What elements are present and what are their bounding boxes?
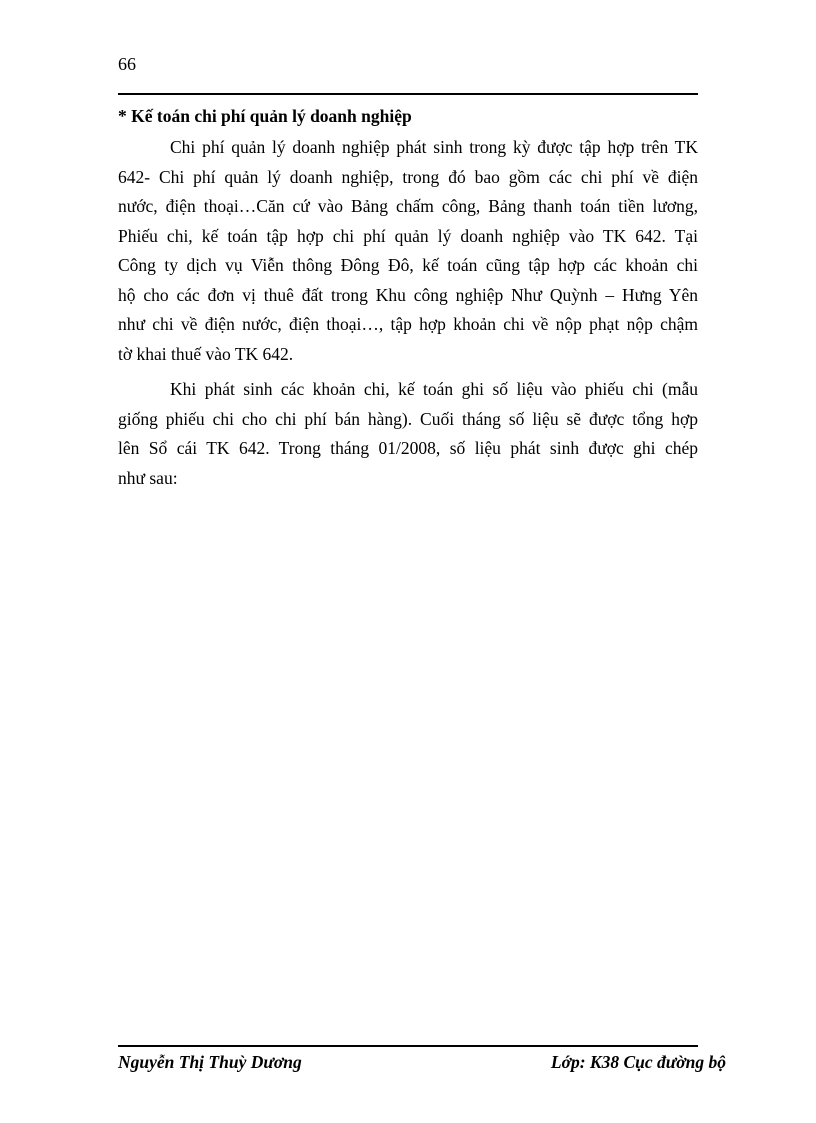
paragraph-line: Chi phí quản lý doanh nghiệp phát sinh trong kỳ được tập hợp trên TK [170,137,698,157]
paragraph-line: giống phiếu chi cho chi phí bán hàng). Cuối tháng số liệu sẽ được tổng hợp [118,408,698,429]
footer-divider [118,1045,698,1047]
paragraph-1 [118,133,698,369]
paragraph-line: Phiếu chi, kế toán tập hợp chi phí quản lý doanh nghiệp vào TK 642. Tại [118,225,698,246]
footer-class: Lớp: K38 Cục đường bộ [550,1052,726,1072]
page-number: 66 [118,54,136,74]
footer-author: Nguyễn Thị Thuỳ Dương [118,1052,302,1072]
paragraph-line: nước, điện thoại…Căn cứ vào Bảng chấm công, Bảng thanh toán tiền lương, [118,196,698,216]
paragraph-line: như chi về điện nước, điện thoại…, tập hợp khoản chi về nộp phạt nộp chậm [118,314,698,334]
paragraph-line: 642- Chi phí quản lý doanh nghiệp, trong đó bao gồm các chi phí về điện [118,166,698,187]
paragraph-line: hộ cho các đơn vị thuê đất trong Khu công nghiệp Như Quỳnh – Hưng Yên [118,284,698,305]
header-divider [118,93,698,95]
paragraph-2 [118,375,698,493]
paragraph-line: lên Sổ cái TK 642. Trong tháng 01/2008, số liệu phát sinh được ghi chép [118,438,698,458]
page-content [118,102,698,499]
paragraph-line: như sau: [118,467,178,488]
section-heading: * Kế toán chi phí quản lý doanh nghiệp [118,106,412,126]
paragraph-line: Khi phát sinh các khoản chi, kế toán ghi số liệu vào phiếu chi (mẫu [170,379,698,399]
paragraph-line: tờ khai thuế vào TK 642. [118,343,294,364]
paragraph-line: Công ty dịch vụ Viễn thông Đông Đô, kế toán cũng tập hợp các khoản chi [118,255,698,275]
